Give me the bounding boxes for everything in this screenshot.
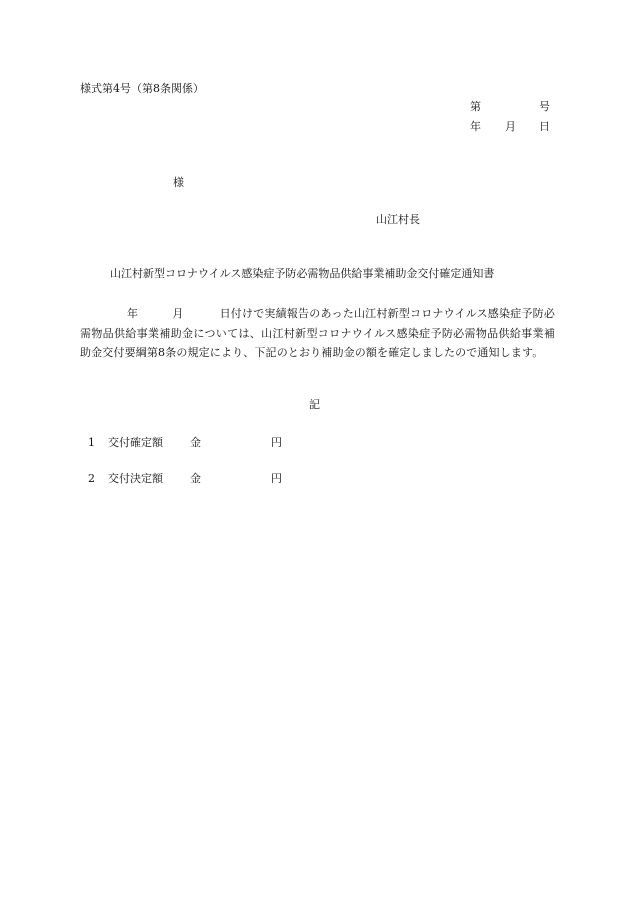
item-yen: 円 [271,472,282,485]
issuer-name: 山江村長 [376,213,420,226]
item-label: 交付確定額 [108,436,163,449]
item-yen: 円 [271,436,282,449]
form-label: 様式第4号（第8条関係） [80,82,204,95]
body-paragraph [80,304,555,363]
body-year: 年 [127,307,139,320]
item-kin: 金 [190,436,201,449]
addressee-suffix: 様 [173,176,184,189]
item-number: 1 [88,436,95,449]
item-label: 交付決定額 [108,472,163,485]
date-year: 年 [470,120,481,133]
date-day: 日 [539,120,550,133]
item-number: 2 [88,472,95,485]
body-month: 月 [172,307,184,320]
number-suffix: 号 [539,100,550,113]
ki-heading: 記 [309,398,320,411]
date-month: 月 [505,120,516,133]
number-prefix: 第 [470,100,481,113]
body-text: 日付けで実績報告のあった山江村新型コロナウイルス感染症予防必需物品供給事業補助金については、山江村新型コロナウイルス感染症予防必需物品供給事業補助金交付要綱第8条の規定により、下記のとおり補助金の額を確定しましたので通知します。 [80,307,555,359]
item-kin: 金 [190,472,201,485]
document-title: 山江村新型コロナウイルス感染症予防必需物品供給事業補助金交付確定通知書 [110,267,495,280]
